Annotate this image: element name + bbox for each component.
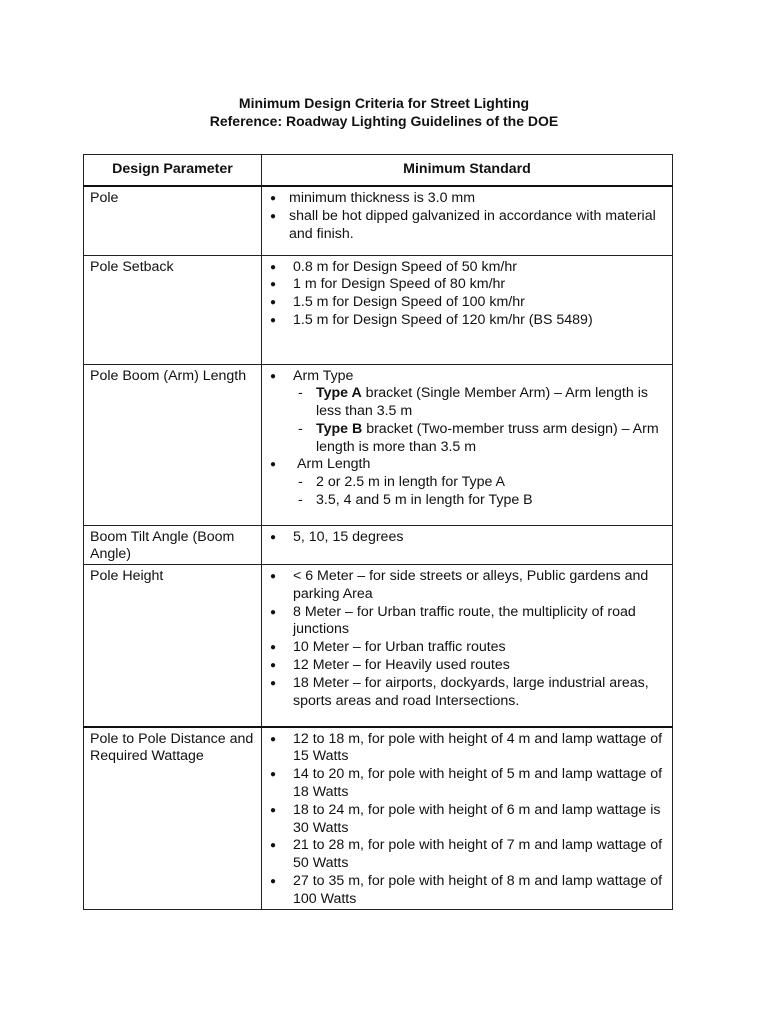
standard-cell (262, 186, 673, 255)
arm-type-label: Arm Type (293, 367, 354, 384)
list-item (268, 421, 666, 457)
list-item: ● 10 Meter – for Urban traffic routes (268, 639, 666, 657)
type-b-label: Type B (316, 420, 363, 437)
criteria-table (83, 154, 673, 910)
list-item: ● 1 m for Design Speed of 80 km/hr (268, 276, 666, 294)
list-item: ● 27 to 35 m, for pole with height of 8 m and lamp wattage of 100 Watts (268, 873, 666, 909)
table-row-pole-setback (84, 255, 673, 364)
param-cell: Pole (84, 186, 262, 255)
standard-cell (262, 525, 673, 565)
list-item: ● 1.5 m for Design Speed of 120 km/hr (BS 5489) (268, 312, 666, 330)
header-design-parameter: Design Parameter (84, 155, 262, 187)
list-item (268, 368, 666, 457)
param-cell: Boom Tilt Angle (Boom Angle) (84, 525, 262, 565)
document-subtitle: Reference: Roadway Lighting Guidelines of the DOE (209, 113, 559, 129)
param-cell: Pole Boom (Arm) Length (84, 364, 262, 525)
standard-cell (262, 364, 673, 525)
list-item: ● < 6 Meter – for side streets or alleys, Public gardens and parking Area (268, 568, 666, 604)
list-item: ● 18 Meter – for airports, dockyards, large industrial areas, sports areas and road Intersections. (268, 675, 666, 711)
list-item: ● minimum thickness is 3.0 mm (268, 190, 666, 208)
list-item (268, 385, 666, 421)
list-item: ● 21 to 28 m, for pole with height of 7 m and lamp wattage of 50 Watts (268, 837, 666, 873)
param-cell: Pole Height (84, 565, 262, 727)
table-row-pole (84, 186, 673, 255)
list-item: ● 0.8 m for Design Speed of 50 km/hr (268, 259, 666, 277)
standard-cell (262, 727, 673, 909)
document-title: Minimum Design Criteria for Street Lighting (238, 95, 530, 111)
type-a-label: Type A (316, 385, 362, 402)
header-minimum-standard: Minimum Standard (262, 155, 673, 187)
list-item (268, 456, 666, 509)
list-item: ● 14 to 20 m, for pole with height of 5 m and lamp wattage of 18 Watts (268, 766, 666, 802)
list-item: ● 1.5 m for Design Speed of 100 km/hr (268, 294, 666, 312)
list-item: ● 12 Meter – for Heavily used routes (268, 657, 666, 675)
param-cell: Pole to Pole Distance and Required Wattage (84, 727, 262, 909)
type-a-text: bracket (Single Member Arm) – Arm length is less than 3.5 m (316, 385, 648, 420)
standard-cell (262, 565, 673, 727)
param-cell: Pole Setback (84, 255, 262, 364)
list-item: - 2 or 2.5 m in length for Type A (268, 474, 666, 492)
list-item: ● shall be hot dipped galvanized in accordance with material and finish. (268, 208, 666, 244)
list-item: ● 12 to 18 m, for pole with height of 4 m and lamp wattage of 15 Watts (268, 731, 666, 767)
list-item: ● 5, 10, 15 degrees (268, 529, 666, 547)
table-header-row (84, 155, 673, 187)
table-row-pole-height (84, 565, 673, 727)
list-item: ● 8 Meter – for Urban traffic route, the multiplicity of road junctions (268, 604, 666, 640)
standard-cell (262, 255, 673, 364)
table-row-boom-tilt (84, 525, 673, 565)
arm-length-label: Arm Length (297, 456, 371, 473)
table-row-pole-distance (84, 727, 673, 909)
list-item: - 3.5, 4 and 5 m in length for Type B (268, 492, 666, 510)
table-row-pole-boom (84, 364, 673, 525)
type-b-text: bracket (Two-member truss arm design) – Arm length is more than 3.5 m (316, 420, 659, 455)
list-item: ● 18 to 24 m, for pole with height of 6 m and lamp wattage is 30 Watts (268, 802, 666, 838)
